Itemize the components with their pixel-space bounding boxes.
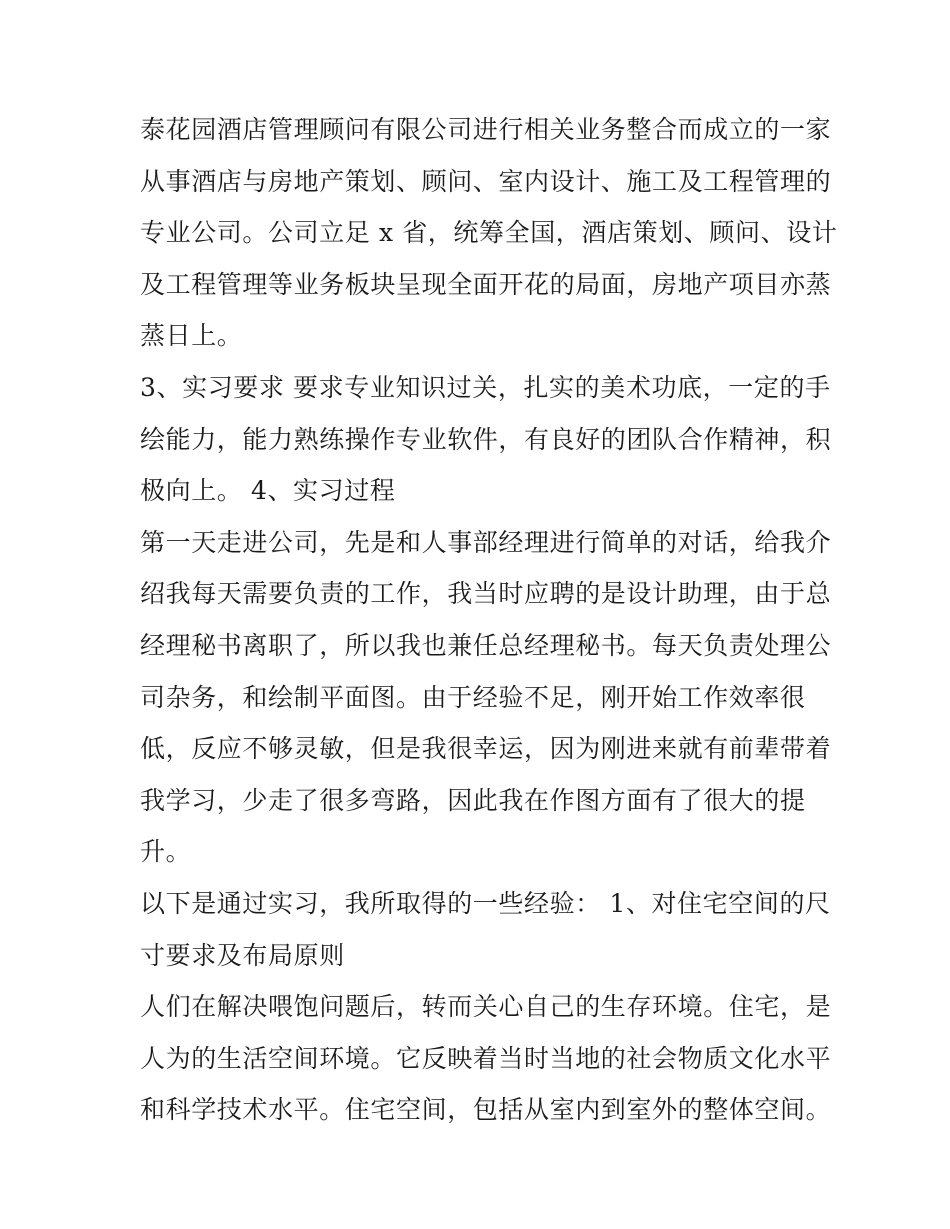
text-line-19: 人为的生活空间环境。它反映着当时当地的社会物质文化水平: [140, 1043, 832, 1073]
text-line-13: 低，反应不够灵敏，但是我很幸运，因为刚进来就有前辈带着: [140, 734, 832, 764]
text-line-8: 极向上。 4、实习过程: [140, 476, 396, 506]
text-line-6: 3、实习要求 要求专业知识过关，扎实的美术功底，一定的手: [140, 372, 831, 402]
text-line-16: 以下是通过实习，我所取得的一些经验： 1、对住宅空间的尺: [140, 888, 831, 918]
text-line-9: 第一天走进公司，先是和人事部经理进行简单的对话，给我介: [140, 527, 832, 557]
text-line-4: 及工程管理等业务板块呈现全面开花的局面，房地产项目亦蒸: [140, 269, 832, 299]
text-line-3: 专业公司。公司立足 x 省，统筹全国，酒店策划、顾问、设计: [140, 218, 838, 248]
text-line-14: 我学习，少走了很多弯路，因此我在作图方面有了很大的提: [140, 785, 806, 815]
text-line-12: 司杂务，和绘制平面图。由于经验不足，刚开始工作效率很: [140, 682, 806, 712]
text-line-7: 绘能力，能力熟练操作专业软件，有良好的团队合作精神，积: [140, 424, 832, 454]
text-line-11: 经理秘书离职了，所以我也兼任总经理秘书。每天负责处理公: [140, 630, 832, 660]
text-line-2: 从事酒店与房地产策划、顾问、室内设计、施工及工程管理的: [140, 166, 832, 196]
text-line-15: 升。: [140, 837, 192, 867]
document-body: [140, 104, 838, 1136]
text-line-17: 寸要求及布局原则: [140, 940, 345, 970]
text-line-1: 泰花园酒店管理顾问有限公司进行相关业务整合而成立的一家: [140, 115, 832, 144]
text-line-20: 和科学技术水平。住宅空间，包括从室内到室外的整体空间。: [140, 1095, 832, 1125]
text-line-10: 绍我每天需要负责的工作，我当时应聘的是设计助理，由于总: [140, 579, 832, 609]
text-line-5: 蒸日上。: [140, 321, 243, 351]
text-line-18: 人们在解决喂饱问题后，转而关心自己的生存环境。住宅，是: [140, 992, 832, 1022]
